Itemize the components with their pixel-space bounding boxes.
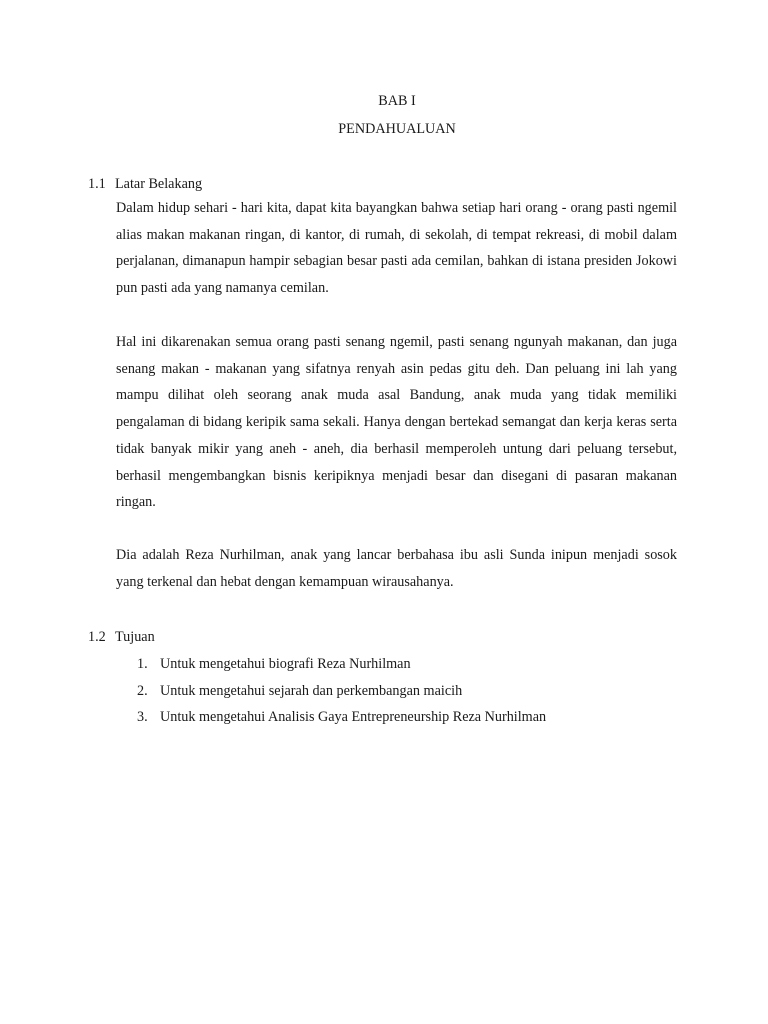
section-number: 1.1 — [88, 176, 106, 192]
chapter-title: PENDAHUALUAN — [338, 121, 456, 137]
paragraph-1: Dalam hidup sehari - hari kita, dapat kita bayangkan bahwa setiap hari orang - orang pasti ngemil alias makan makanan ringan, di kantor, di rumah, di sekolah, di tempat rekreasi, di mobil dalam perjalanan, dimanapun hampir sebagian besar pasti ada cemilan, bahkan di istana presiden Jokowi pun pasti ada yang namanya cemilan. — [116, 200, 677, 297]
list-item — [137, 654, 546, 681]
list-item-number: 2. — [137, 682, 148, 699]
list-item-number: 1. — [137, 656, 148, 672]
section-heading-latar-belakang — [88, 174, 202, 194]
paragraph-3: Dia adalah Reza Nurhilman, anak yang lancar berbahasa ibu asli Sunda inipun menjadi sosok yang terkenal dan hebat dengan kemampuan wirausahanya. — [116, 547, 677, 590]
paragraph-2: Hal ini dikarenakan semua orang pasti senang ngemil, pasti senang ngunyah makanan, dan juga senang makan - makanan yang sifatnya renyah asin pedas gitu deh. Dan peluang ini lah yang mampu dilihat oleh seorang anak muda asal Bandung, anak muda yang tidak memiliki pengalaman di bidang keripik sama sekali. Hanya dengan bertekad semangat dan kerja keras serta tidak banyak mikir yang aneh - aneh, dia berhasil memperoleh untung dari peluang tersebut, berhasil mengembangkan bisnis keripiknya menjadi besar dan disegani di pasaran makanan ringan. — [116, 334, 677, 511]
list-item-text: Untuk mengetahui Analisis Gaya Entrepreneurship Reza Nurhilman — [160, 709, 547, 725]
list-item — [137, 681, 546, 708]
chapter-number: BAB I — [378, 93, 416, 109]
list-item-text: Untuk mengetahui sejarah dan perkembangan maicih — [160, 682, 463, 699]
list-item-text: Untuk mengetahui biografi Reza Nurhilman — [160, 656, 411, 672]
section-title: Latar Belakang — [115, 176, 203, 192]
list-item — [137, 707, 546, 734]
section-title: Tujuan — [115, 629, 155, 645]
section-heading-tujuan — [88, 627, 155, 647]
objectives-list — [137, 654, 546, 734]
section-number: 1.2 — [88, 629, 106, 645]
list-item-number: 3. — [137, 709, 148, 725]
